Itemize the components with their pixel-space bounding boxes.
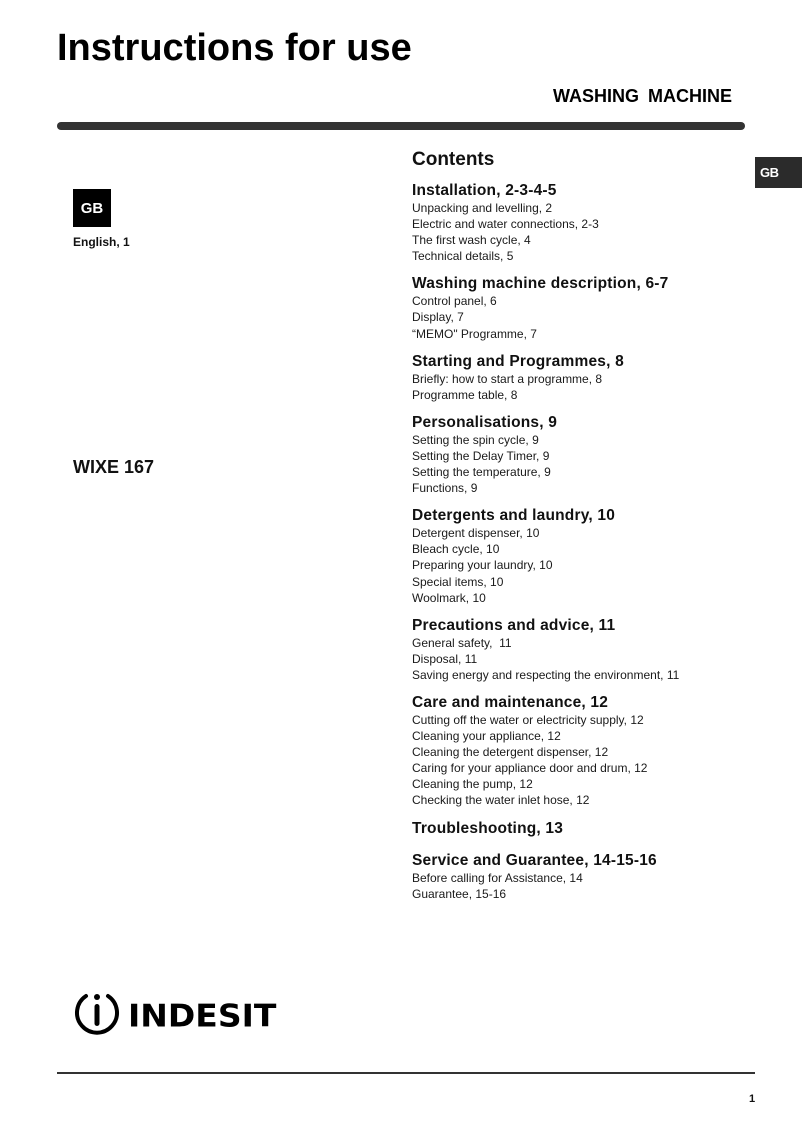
- toc-item: Bleach cycle, 10: [412, 542, 500, 557]
- toc-item: Electric and water connections, 2-3: [412, 217, 599, 232]
- contents-heading: Contents: [412, 149, 495, 170]
- toc-item: Cleaning your appliance, 12: [412, 729, 561, 744]
- toc-item: Caring for your appliance door and drum, 12: [412, 761, 648, 776]
- toc-item: Unpacking and levelling, 2: [412, 201, 553, 215]
- toc-item: Cleaning the pump, 12: [412, 777, 533, 792]
- table-of-contents: [412, 148, 752, 913]
- toc-item: Cutting off the water or electricity supply, 12: [412, 712, 644, 727]
- toc-item: Control panel, 6: [412, 294, 497, 309]
- toc-section-title: Service and Guarantee, 14-15-16: [412, 851, 657, 869]
- toc-item: Setting the temperature, 9: [412, 465, 551, 480]
- toc-section-personalisations: [412, 414, 752, 496]
- toc-item: Display, 7: [412, 310, 464, 325]
- document-title: Instructions for use: [57, 27, 412, 69]
- language-label: English, 1: [73, 235, 130, 249]
- page-number: 1: [749, 1093, 756, 1105]
- toc-section-title: Installation, 2-3-4-5: [412, 182, 557, 199]
- toc-section-detergents: [412, 507, 752, 605]
- product-type: WASHING MACHINE: [553, 86, 732, 106]
- header-divider: [57, 122, 745, 130]
- toc-section-care: [412, 694, 752, 809]
- toc-section-installation: [412, 182, 752, 264]
- indesit-logo: [72, 988, 276, 1043]
- toc-item: “MEMO" Programme, 7: [412, 326, 537, 341]
- toc-item: Functions, 9: [412, 481, 478, 496]
- footer-divider: [57, 1072, 755, 1074]
- language-code-badge: GB: [73, 189, 111, 227]
- toc-item: Saving energy and respecting the environment, 11: [412, 667, 680, 682]
- toc-section-title: Troubleshooting, 13: [412, 819, 564, 837]
- toc-section-title: Personalisations, 9: [412, 413, 558, 431]
- toc-section-service: [412, 852, 752, 902]
- toc-item: Programme table, 8: [412, 387, 518, 402]
- power-i-logo-icon: [72, 988, 122, 1043]
- toc-item: Guarantee, 15-16: [412, 886, 507, 901]
- toc-item: Woolmark, 10: [412, 590, 486, 605]
- toc-section-title: Starting and Programmes, 8: [412, 352, 624, 370]
- toc-item: Setting the Delay Timer, 9: [412, 448, 550, 463]
- toc-item: Before calling for Assistance, 14: [412, 870, 583, 885]
- toc-section-troubleshooting: [412, 820, 752, 838]
- toc-item: The first wash cycle, 4: [412, 233, 531, 248]
- toc-section-title: Detergents and laundry, 10: [412, 507, 616, 525]
- toc-item: Preparing your laundry, 10: [412, 558, 553, 573]
- language-side-tab: GB: [755, 157, 802, 188]
- toc-item: Special items, 10: [412, 574, 504, 589]
- toc-item: Cleaning the detergent dispenser, 12: [412, 745, 609, 760]
- toc-item: Briefly: how to start a programme, 8: [412, 371, 603, 386]
- toc-item: Checking the water inlet hose, 12: [412, 793, 590, 808]
- toc-item: General safety, 11: [412, 635, 512, 650]
- toc-section-title: Care and maintenance, 12: [412, 693, 609, 711]
- toc-item: Disposal, 11: [412, 651, 478, 666]
- toc-section-title: Precautions and advice, 11: [412, 616, 616, 634]
- toc-section-starting: [412, 353, 752, 403]
- toc-section-title: Washing machine description, 6-7: [412, 275, 669, 293]
- toc-section-precautions: [412, 617, 752, 683]
- toc-section-description: [412, 275, 752, 341]
- brand-name: INDESIT: [128, 996, 277, 1035]
- toc-item: Detergent dispenser, 10: [412, 526, 540, 541]
- toc-item: Technical details, 5: [412, 249, 514, 264]
- model-number: WIXE 167: [73, 457, 155, 477]
- toc-item: Setting the spin cycle, 9: [412, 432, 539, 447]
